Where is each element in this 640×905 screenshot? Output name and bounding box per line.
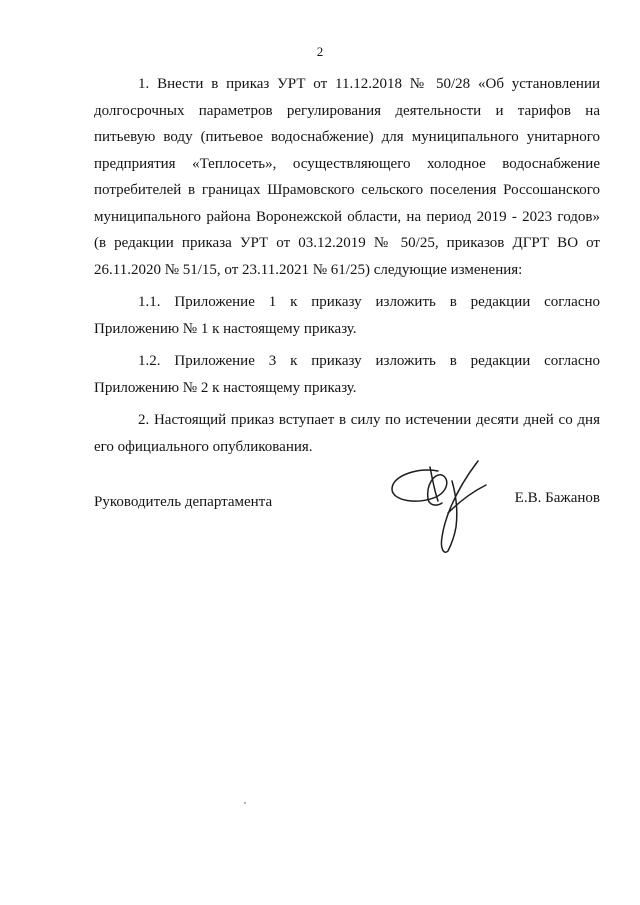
paragraph-1-line: муниципального района Воронежской области, на период 2019 - 2023 годов»: [94, 208, 600, 225]
item-1-1-line: Приложению № 1 к настоящему приказу.: [94, 320, 357, 337]
item-1-2-line: Приложению № 2 к настоящему приказу.: [94, 379, 357, 396]
paragraph-2-line: 2. Настоящий приказ вступает в силу по истечении десяти дней со дня: [138, 412, 600, 428]
paragraph-2-line: его официального опубликования.: [94, 438, 313, 455]
paragraph-1: [94, 71, 600, 283]
item-1-2: [94, 348, 600, 401]
paragraph-1-line: 1. Внести в приказ УРТ от 11.12.2018 № 50/28 «Об установлении: [138, 76, 600, 92]
signatory-name: Е.В. Бажанов: [514, 490, 600, 506]
item-1-1-line: 1.1. Приложение 1 к приказу изложить в редакции согласно: [138, 294, 600, 310]
paragraph-1-line: потребителей в границах Шрамовского сельского поселения Россошанского: [94, 182, 600, 198]
paragraph-1-line: предприятия «Теплосеть», осуществляющего холодное водоснабжение: [94, 155, 600, 172]
paragraph-2: [94, 407, 600, 460]
item-1-1: [94, 289, 600, 342]
signatory-position: Руководитель департамента: [94, 494, 273, 510]
handwritten-signature: [386, 455, 498, 555]
item-1-2-line: 1.2. Приложение 3 к приказу изложить в редакции согласно: [138, 353, 600, 369]
page-number: 2: [316, 44, 324, 59]
paragraph-1-line: (в редакции приказа УРТ от 03.12.2019 № 50/25, приказов ДГРТ ВО от: [94, 235, 600, 251]
paragraph-1-line: долгосрочных параметров регулирования деятельности и тарифов на: [94, 102, 600, 119]
paragraph-1-line: 26.11.2020 № 51/15, от 23.11.2021 № 61/25) следующие изменения:: [94, 261, 523, 278]
document-body: [94, 71, 600, 460]
scan-speck: [244, 802, 246, 804]
paragraph-1-line: питьевую воду (питьевое водоснабжение) для муниципального унитарного: [94, 129, 600, 145]
